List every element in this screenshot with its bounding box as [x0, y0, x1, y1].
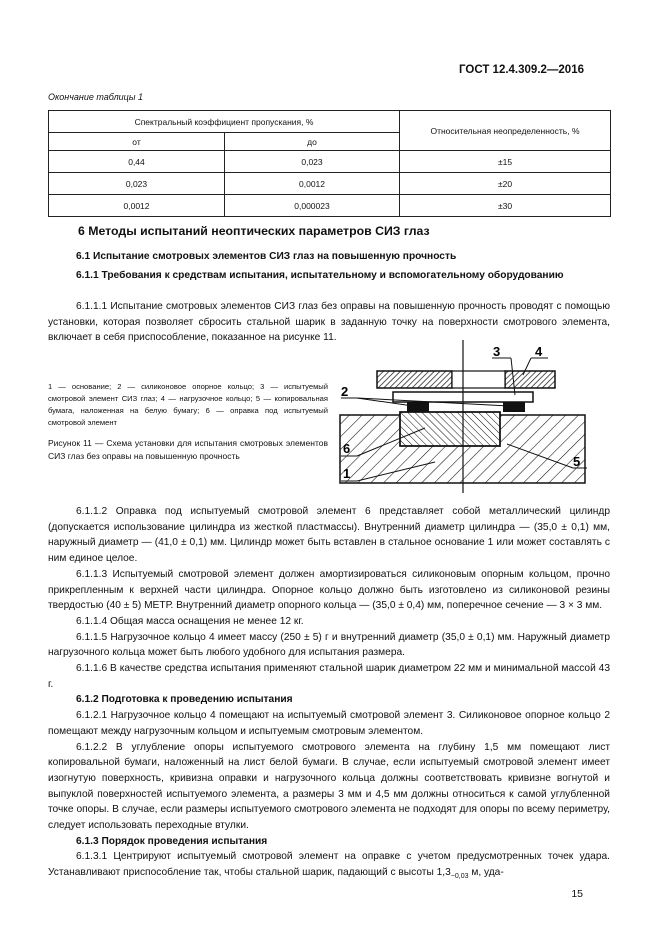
- table-uncertainty-header: Относительная неопределенность, %: [400, 111, 611, 151]
- table-from-header: от: [49, 133, 225, 151]
- cell-to: 0,000023: [225, 195, 400, 217]
- figure-legend: 1 — основание; 2 — силиконовое опорное кольцо; 3 — испытуемый смотровой элемент СИЗ глаз; 4 — нагрузочное кольцо; 5 — копировальная бумага, наложенная на белую бумагу; 6 — оправка под испытуемый смотровой элемент: [48, 382, 328, 427]
- cell-from: 0,023: [49, 173, 225, 195]
- silicone-ring-right: [503, 402, 525, 412]
- section-6-1-title: 6.1 Испытание смотровых элементов СИЗ глаз на повышенную прочность: [76, 251, 457, 262]
- standard-header: ГОСТ 12.4.309.2—2016: [459, 64, 584, 76]
- paragraph-6-1-3-1-text: 6.1.3.1 Центрируют испытуемый смотровой элемент на оправке с учетом предусмотренных точек удара. Устанавливают приспособление так, чтобы стальной шарик, падающий с высоты 1,3: [48, 851, 610, 879]
- paragraph-6-1-1-4: 6.1.1.4 Общая масса оснащения не менее 12 кг.: [76, 615, 304, 627]
- label-5: 5: [573, 454, 581, 469]
- figure-11-diagram: [335, 340, 595, 495]
- paragraph-6-1-1-5: 6.1.1.5 Нагрузочное кольцо 4 имеет массу (250 ± 5) г и внутренний диаметр (35,0 ± 0,1) мм. Наружный диаметр нагрузочного кольца может быть любого удобного для испытания размера.: [48, 631, 610, 659]
- table-row: [49, 173, 611, 195]
- cell-to: 0,0012: [225, 173, 400, 195]
- cell-to: 0,023: [225, 151, 400, 173]
- section-6-1-1-title: 6.1.1 Требования к средствам испытания, испытательному и вспомогательному оборудованию: [76, 270, 564, 281]
- label-1: 1: [343, 466, 351, 481]
- section-6-1-2-title: 6.1.2 Подготовка к проведению испытания: [76, 694, 293, 706]
- load-ring-left: [377, 371, 452, 388]
- tolerance-subscript: −0,03: [450, 873, 469, 881]
- table-caption: Окончание таблицы 1: [48, 92, 143, 102]
- spectral-table: [48, 110, 611, 217]
- figure-caption: Рисунок 11 — Схема установки для испытания смотровых элементов СИЗ глаз без оправы на повышенную прочность: [48, 438, 328, 461]
- table-to-header: до: [225, 133, 400, 151]
- paragraph-6-1-2-2: 6.1.2.2 В углубление опоры испытуемого смотрового элемента на глубину 1,5 мм помещают лист копировальной бумаги, наложенный на лист белой бумаги. В случае, если испытуемый смотровой элемент имеет изогнутую поверхность, кривизна оправки и нагрузочного кольца должны соответствовать кривизне вогнутой и выпуклой поверхностей испытуемого элемента, а размеры 3 мм и 4,5 мм должны относиться к самой углубленной точке опоры. В случае, если размеры испытуемого смотрового элемента не подходят для опоры по всему периметру, следует использовать переходные втулки.: [48, 741, 610, 832]
- paragraph-6-1-2-1: 6.1.2.1 Нагрузочное кольцо 4 помещают на испытуемый смотровой элемент 3. Силиконовое опорное кольцо 2 помещают между нагрузочным кольцом и испытуемым смотровым элементом.: [48, 710, 610, 737]
- paragraph-6-1-3-1: [48, 849, 610, 884]
- table-row: [49, 151, 611, 173]
- cell-unc: ±30: [400, 195, 611, 217]
- paragraph-6-1-3-1-tail: м, уда-: [468, 867, 504, 879]
- section-6-1-3-title: 6.1.3 Порядок проведения испытания: [76, 835, 268, 847]
- cell-unc: ±15: [400, 151, 611, 173]
- paragraph-6-1-1-2: 6.1.1.2 Оправка под испытуемый смотровой элемент 6 представляет собой металлический цилиндр (допускается использование цилиндра из жесткой пластмассы). Внутренний диаметр цилиндра — (35,0 ± 0,1) мм, наружный диаметр — (41,0 ± 0,1) мм. Цилиндр может быть вставлен в стальное основание 1 или может составлять с ним единое целое.: [48, 506, 610, 565]
- paragraph-6-1-1-1: 6.1.1.1 Испытание смотровых элементов СИЗ глаз без оправы на повышенную прочность проводят с помощью установки, которая позволяет сбросить стальной шарик в заданную точку на поверхности смотрового элемента, включает в себя приспособление, показанное на рисунке 11.: [48, 301, 610, 344]
- label-4: 4: [535, 344, 543, 359]
- cell-unc: ±20: [400, 173, 611, 195]
- paragraphs-block: [48, 504, 610, 885]
- cell-from: 0,0012: [49, 195, 225, 217]
- page-number: 15: [571, 888, 583, 900]
- paragraph-6-1-1-6: 6.1.1.6 В качестве средства испытания применяют стальной шарик диаметром 22 мм и минимальной массой 43 г.: [48, 663, 610, 690]
- label-3: 3: [493, 344, 501, 359]
- holder-part: [400, 412, 500, 446]
- label-6: 6: [343, 441, 351, 456]
- section-6-title: 6 Методы испытаний неоптических параметров СИЗ глаз: [78, 224, 430, 238]
- cell-from: 0,44: [49, 151, 225, 173]
- paragraph-6-1-1-3: 6.1.1.3 Испытуемый смотровой элемент должен амортизироваться силиконовым опорным кольцом, прочно прикрепленным к верхней части цилиндра. Опорное кольцо должно быть изготовлено из силиконовой резины твердостью (40 ± 5) МЕТР. Внутренний диаметр опорного кольца — (35,0 ± 0,4) мм, поперечное сечение — 3 × 3 мм.: [48, 568, 610, 612]
- silicone-ring-left: [407, 402, 429, 412]
- table-group-header: Спектральный коэффициент пропускания, %: [49, 111, 400, 133]
- label-2: 2: [341, 384, 349, 399]
- table-row: [49, 195, 611, 217]
